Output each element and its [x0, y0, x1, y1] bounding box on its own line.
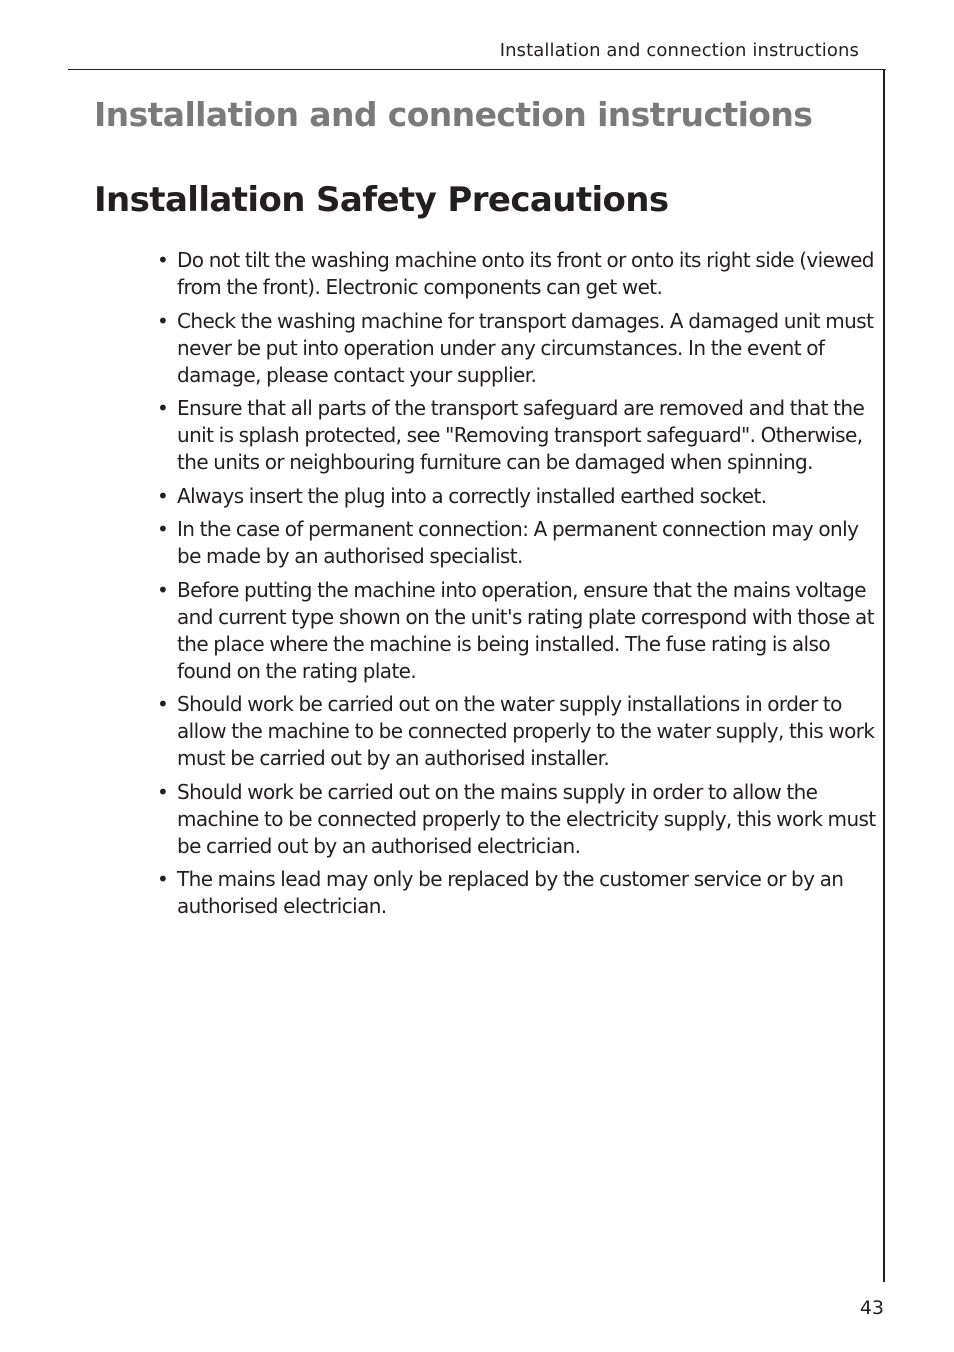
safety-precautions-list — [157, 247, 877, 927]
list-item-text: Should work be carried out on the water supply installations in order to allow the machine to be connected properly to the water supply, this work must be carried out by an authorised installer. — [177, 692, 875, 770]
margin-rule — [883, 69, 885, 1282]
list-item-text: Ensure that all parts of the transport safeguard are removed and that the unit is splash protected, see "Removing transport safeguard". Otherwise, the units or neighbouring furniture can be damaged when spinning. — [177, 396, 865, 474]
running-header: Installation and connection instructions — [499, 40, 859, 61]
bullet-icon: • — [157, 248, 169, 272]
list-item-text: Before putting the machine into operation, ensure that the mains voltage and current type shown on the unit's rating plate correspond with those at the place where the machine is being installed. The fuse rating is also found on the rating plate. — [177, 577, 874, 683]
list-item-text: In the case of permanent connection: A permanent connection may only be made by an authorised specialist. — [177, 517, 859, 568]
list-item-text: Check the washing machine for transport damages. A damaged unit must never be put into operation under any circumstances. In the event of damage, please contact your supplier. — [177, 308, 874, 387]
list-item — [157, 516, 877, 570]
list-item — [157, 577, 877, 685]
list-item-text: Should work be carried out on the mains supply in order to allow the machine to be connected properly to the electricity supply, this work must be carried out by an authorised electrician. — [177, 779, 876, 858]
bullet-icon: • — [157, 867, 169, 891]
header-rule — [68, 69, 886, 70]
bullet-icon: • — [157, 517, 169, 541]
list-item — [157, 308, 877, 389]
list-item — [157, 779, 877, 860]
list-item — [157, 483, 877, 510]
list-item — [157, 866, 877, 920]
bullet-icon: • — [157, 308, 169, 333]
list-item — [157, 691, 877, 772]
chapter-title: Installation and connection instructions — [94, 95, 813, 134]
page-number: 43 — [859, 1297, 884, 1319]
section-title: Installation Safety Precautions — [94, 180, 669, 220]
bullet-icon: • — [157, 692, 169, 716]
list-item-text: The mains lead may only be replaced by the customer service or by an authorised electrician. — [177, 867, 844, 918]
list-item-text: Always insert the plug into a correctly installed earthed socket. — [177, 483, 767, 508]
list-item-text: Do not tilt the washing machine onto its front or onto its right side (viewed from the front). Electronic components can get wet. — [177, 248, 874, 299]
list-item — [157, 247, 877, 301]
bullet-icon: • — [157, 396, 169, 420]
bullet-icon: • — [157, 577, 169, 602]
bullet-icon: • — [157, 483, 169, 508]
bullet-icon: • — [157, 779, 169, 804]
list-item — [157, 395, 877, 476]
